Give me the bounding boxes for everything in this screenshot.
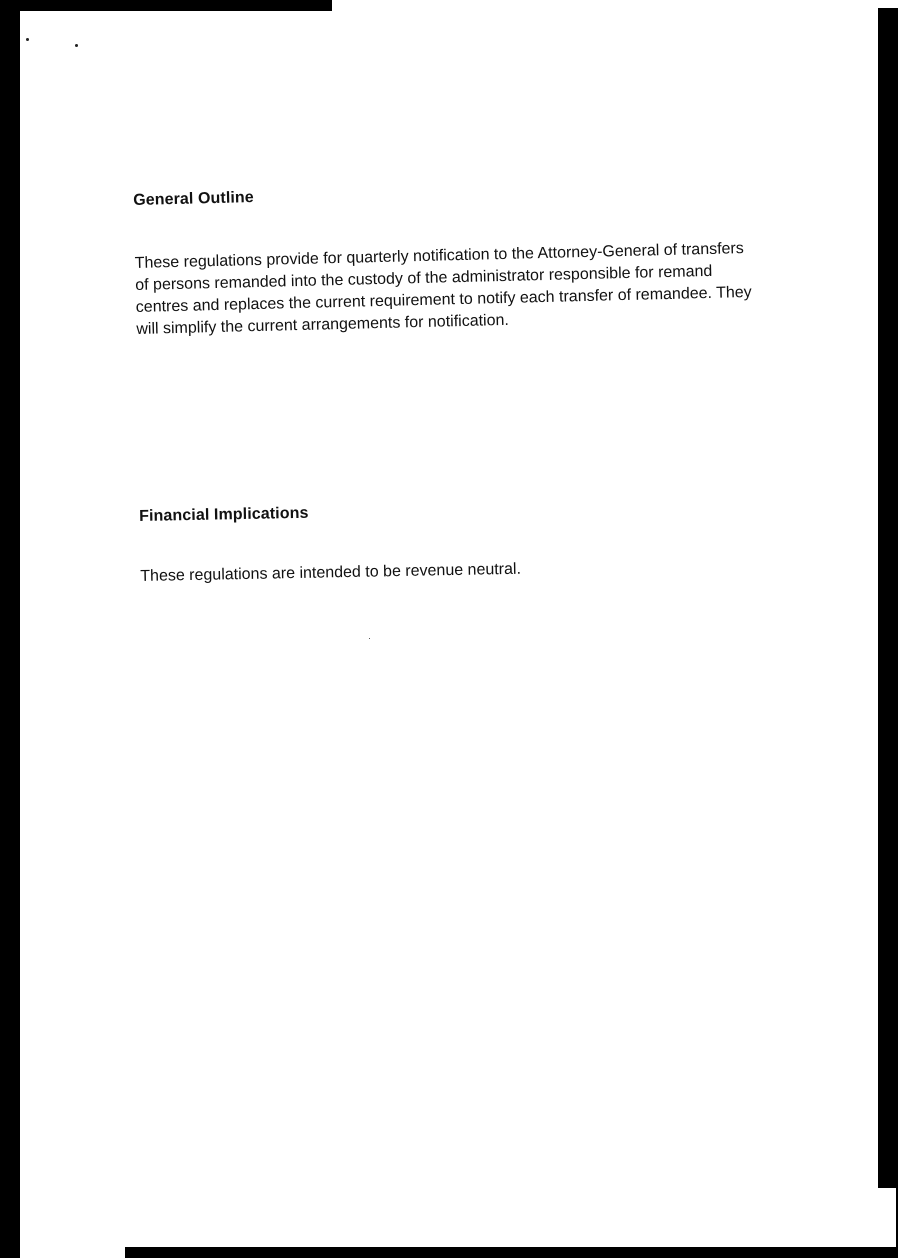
scan-speck [369, 638, 370, 639]
scan-speck [26, 38, 29, 41]
scan-border-left [0, 0, 20, 1258]
section-heading: Financial Implications [139, 504, 309, 525]
section-financial-implications [139, 496, 760, 588]
scan-border-bottom [125, 1247, 898, 1258]
scan-border-top [0, 0, 332, 11]
section-body: These regulations are intended to be revenue neutral. [140, 560, 522, 585]
section-body: These regulations provide for quarterly notification to the Attorney-General of transfers of persons remanded into the custody of the administrator responsible for remand centres and replaces the current requirement to notify each transfer of remandee. They will simplify the current arrangements for notification. [134, 240, 752, 338]
section-general-outline [133, 177, 756, 341]
scan-border-right [878, 8, 898, 1188]
scan-speck [75, 44, 78, 47]
section-heading: General Outline [133, 189, 255, 209]
